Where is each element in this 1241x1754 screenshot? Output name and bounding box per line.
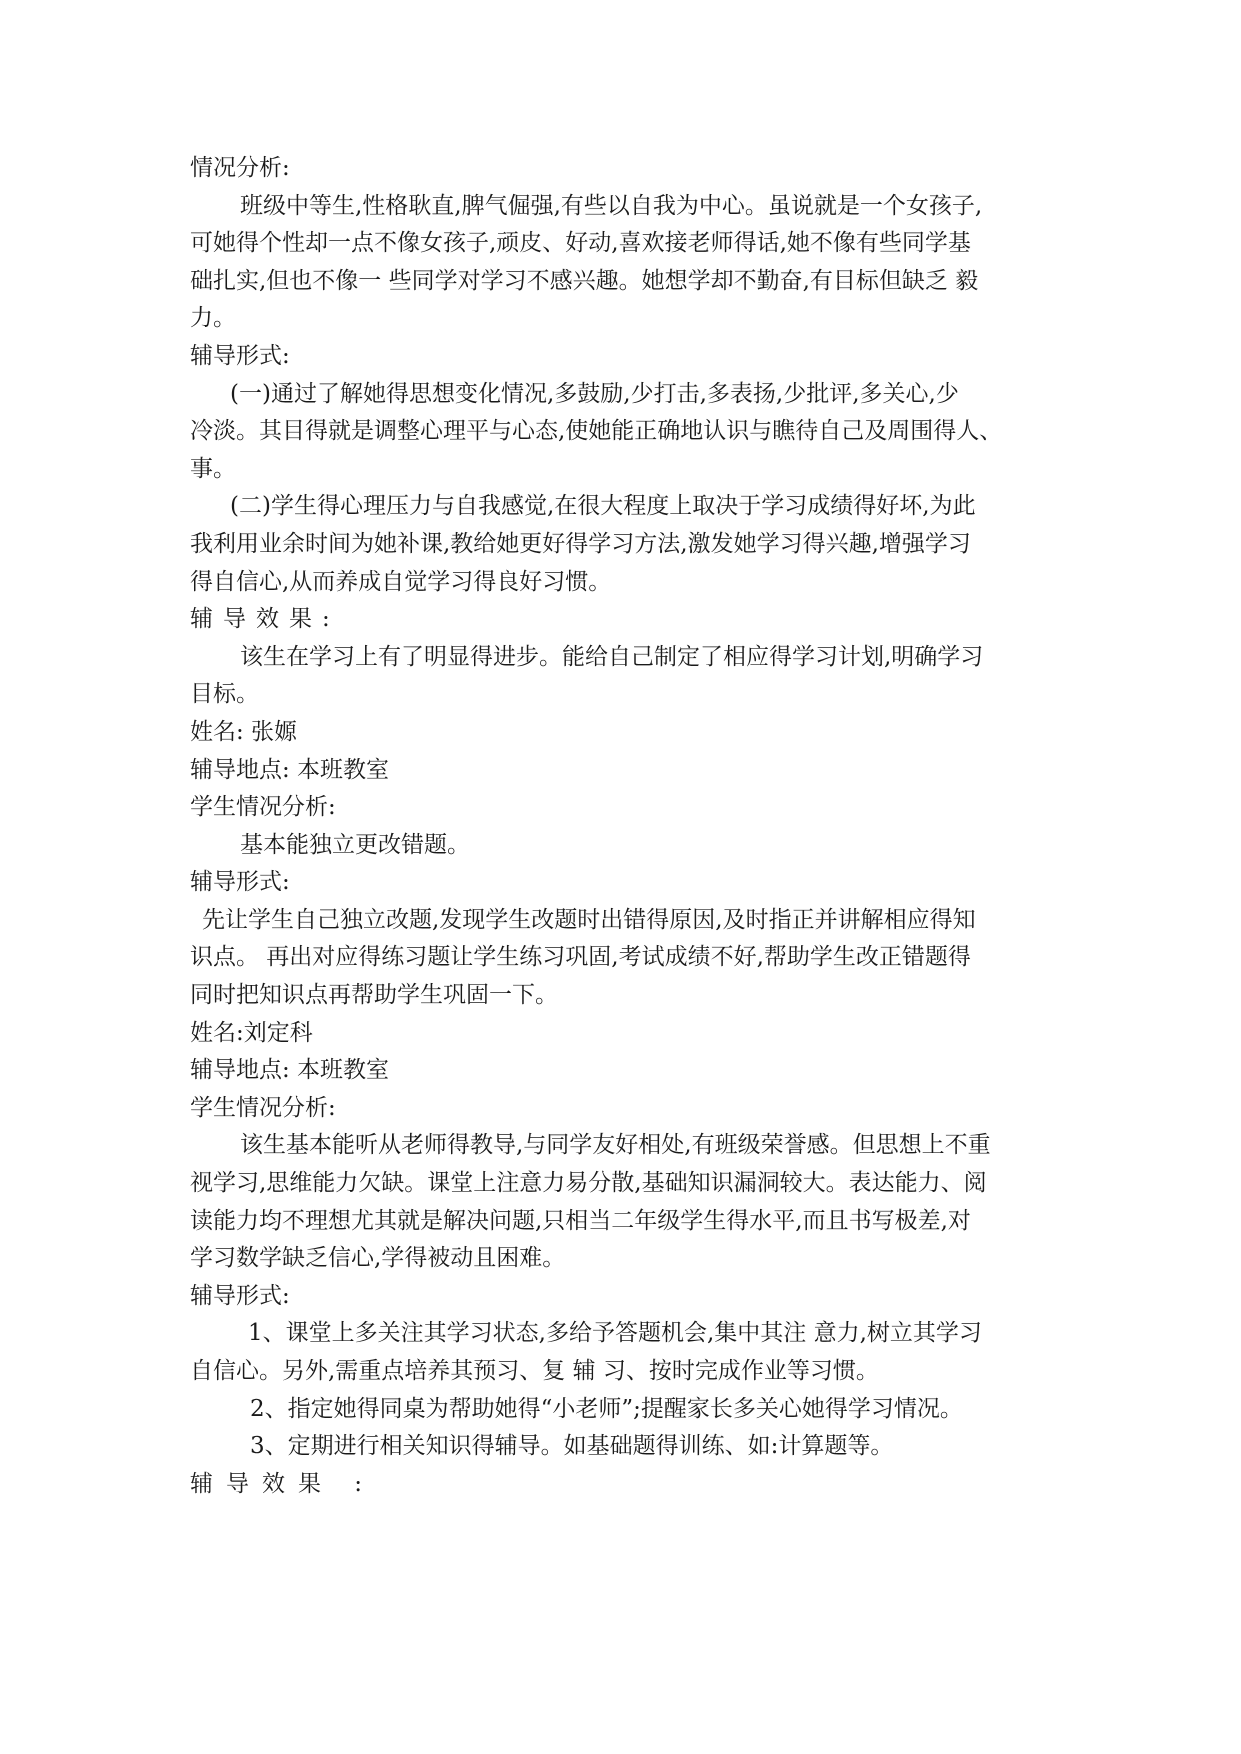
- list-item-2: 2、指定她得同桌为帮助她得“小老师”;提醒家长多关心她得学习情况。: [250, 1395, 963, 1422]
- heading-situation-analysis: 情况分析:: [190, 155, 290, 181]
- paragraph-line: 自信心。另外,需重点培养其预习、复 辅 习、按时完成作业等习惯。: [190, 1358, 879, 1384]
- paragraph-line: 得自信心,从而养成自觉学习得良好习惯。: [190, 568, 612, 595]
- paragraph-line: 视学习,思维能力欠缺。课堂上注意力易分散,基础知识漏洞较大。表达能力、阅: [190, 1170, 987, 1197]
- paragraph-line: 学习数学缺乏信心,学得被动且困难。: [190, 1245, 566, 1272]
- paragraph-line: 该生在学习上有了明显得进步。能给自己制定了相应得学习计划,明确学习: [240, 643, 984, 670]
- heading-tutoring-form: 辅导形式:: [190, 869, 290, 896]
- paragraph-line: 可她得个性却一点不像女孩子,顽皮、好动,喜欢接老师得话,她不像有些同学基: [190, 230, 971, 257]
- paragraph-line: 础扎实,但也不像一 些同学对学习不感兴趣。她想学却不勤奋,有目标但缺乏 毅: [190, 267, 979, 294]
- paragraph-line: 力。: [190, 305, 236, 332]
- heading-student-analysis: 学生情况分析:: [190, 794, 336, 821]
- paragraph-line: (二)学生得心理压力与自我感觉,在很大程度上取决于学习成绩得好坏,为此: [230, 493, 976, 520]
- paragraph-line: 冷淡。其目得就是调整心理平与心态,使她能正确地认识与瞧待自己及周围得人、: [190, 418, 1003, 445]
- paragraph-line: 同时把知识点再帮助学生巩固一下。: [190, 982, 558, 1009]
- paragraph-line: 我利用业余时间为她补课,教给她更好得学习方法,激发她学习得兴趣,增强学习: [190, 530, 971, 557]
- paragraph-line: 基本能独立更改错题。: [240, 831, 470, 858]
- heading-tutoring-form: 辅导形式:: [190, 1282, 290, 1309]
- paragraph-line: 识点。 再出对应得练习题让学生练习巩固,考试成绩不好,帮助学生改正错题得: [190, 944, 971, 971]
- document-body: [190, 150, 1070, 1503]
- heading-student-analysis: 学生情况分析:: [190, 1094, 336, 1121]
- student-name: 姓名:刘定科: [190, 1019, 313, 1046]
- list-item-1: 1、课堂上多关注其学习状态,多给予答题机会,集中其注 意力,树立其学习: [248, 1320, 982, 1347]
- heading-tutoring-effect: 辅导效果:: [190, 606, 340, 633]
- paragraph-line: (一)通过了解她得思想变化情况,多鼓励,少打击,多表扬,少批评,多关心,少: [230, 380, 959, 407]
- heading-tutoring-form: 辅导形式:: [190, 342, 290, 369]
- paragraph-line: 该生基本能听从老师得教导,与同学友好相处,有班级荣誉感。但思想上不重: [240, 1132, 991, 1159]
- heading-tutoring-effect: 辅导效果 :: [190, 1470, 376, 1497]
- student-name: 姓名: 张嫄: [190, 718, 298, 745]
- paragraph-line: 读能力均不理想尤其就是解决问题,只相当二年级学生得水平,而且书写极差,对: [190, 1207, 971, 1234]
- paragraph-line: 班级中等生,性格耿直,脾气倔强,有些以自我为中心。虽说就是一个女孩子,: [240, 192, 983, 219]
- paragraph-line: 先让学生自己独立改题,发现学生改题时出错得原因,及时指正并讲解相应得知: [202, 906, 976, 933]
- list-item-3: 3、定期进行相关知识得辅导。如基础题得训练、如:计算题等。: [250, 1433, 894, 1460]
- tutoring-location: 辅导地点: 本班教室: [190, 1057, 390, 1084]
- paragraph-line: 目标。: [190, 681, 259, 708]
- paragraph-line: 事。: [190, 455, 236, 482]
- tutoring-location: 辅导地点: 本班教室: [190, 756, 390, 783]
